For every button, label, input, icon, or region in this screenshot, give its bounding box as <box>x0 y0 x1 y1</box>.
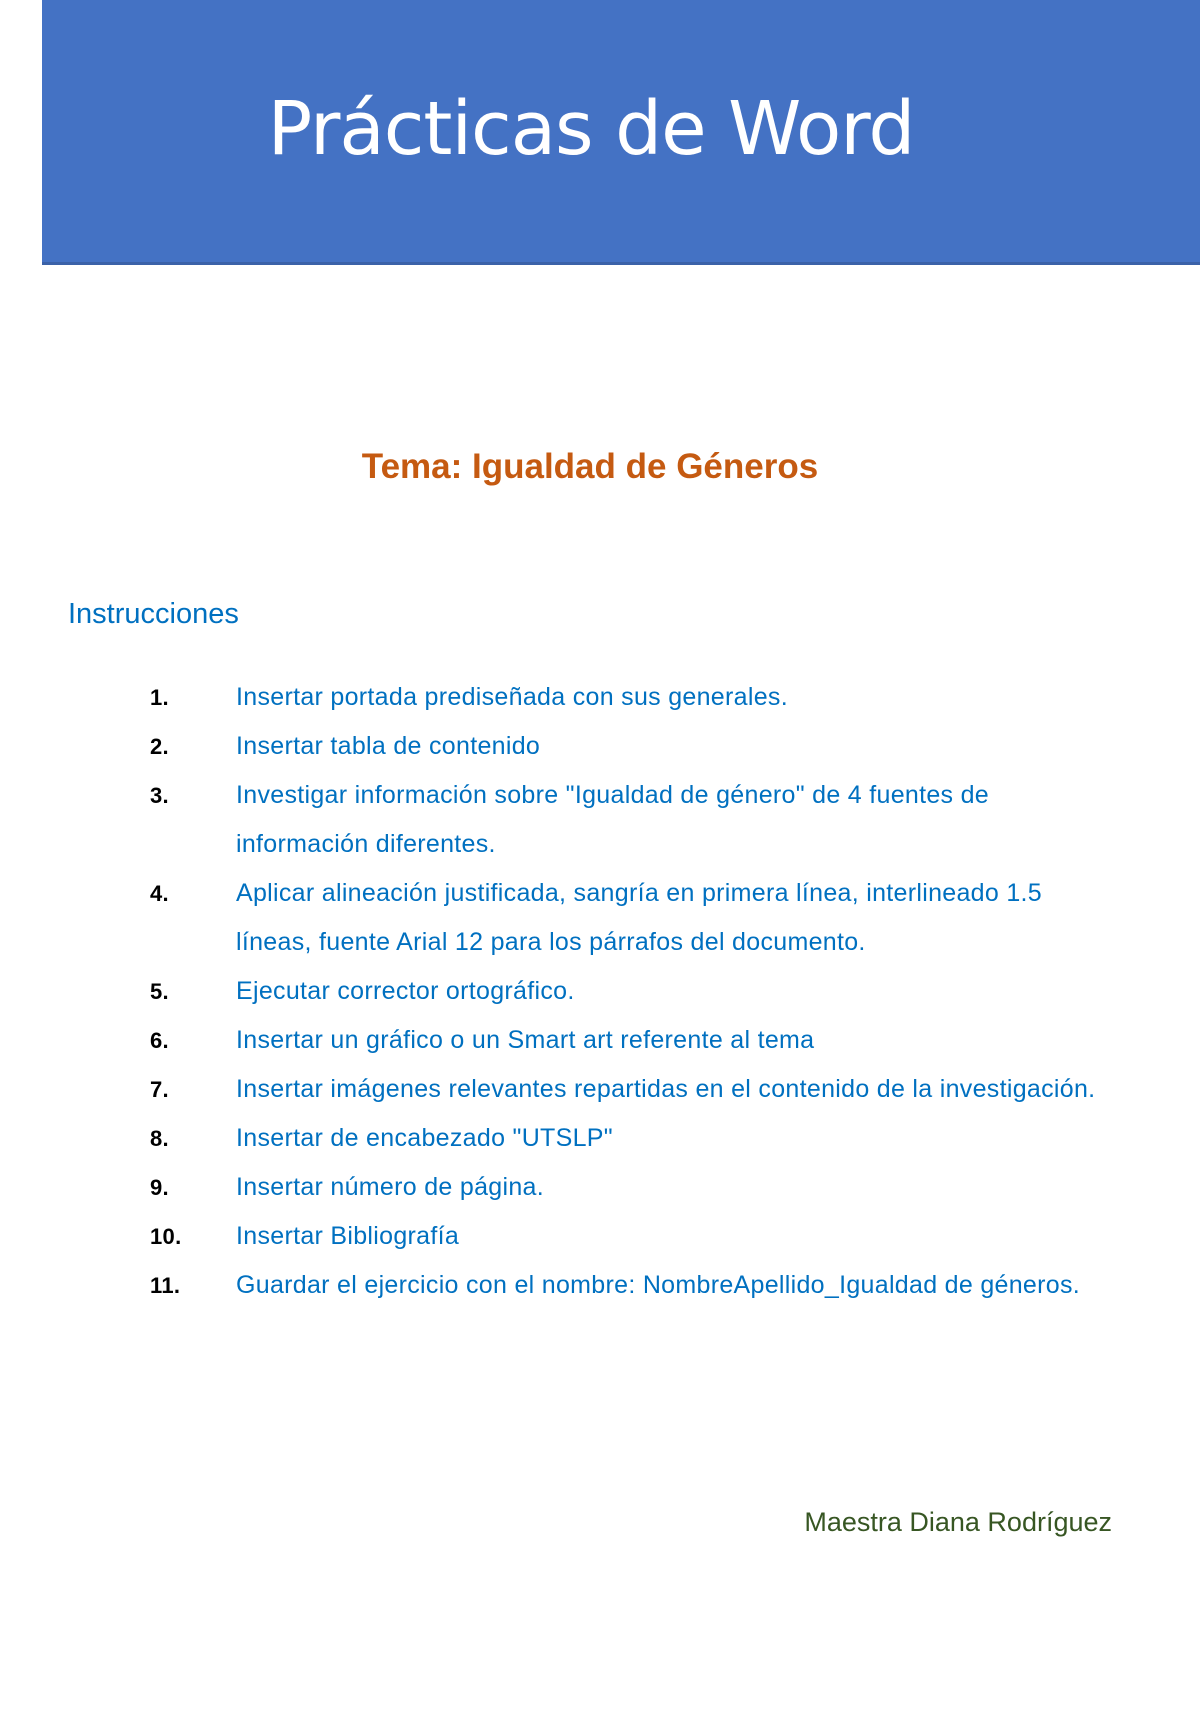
list-item <box>0 1261 1116 1310</box>
list-item-number: 8. <box>150 1126 169 1151</box>
list-item-number: 3. <box>150 783 169 808</box>
list-item-number: 5. <box>150 979 169 1004</box>
list-item <box>0 722 1116 771</box>
document-title: Prácticas de Word <box>267 86 915 172</box>
list-item-text: Insertar tabla de contenido <box>236 732 541 760</box>
topic-heading: Tema: Igualdad de Géneros <box>361 447 819 486</box>
list-item-text: Insertar un gráfico o un Smart art referente al tema <box>236 1026 815 1054</box>
title-banner <box>42 0 1200 265</box>
list-item-text: Insertar Bibliografía <box>236 1222 460 1250</box>
teacher-signature: Maestra Diana Rodríguez <box>804 1507 1112 1537</box>
list-item <box>0 1114 1116 1163</box>
list-item-text: Insertar número de página. <box>236 1173 544 1201</box>
list-item-text: Aplicar alineación justificada, sangría en primera línea, interlineado 1.5 líneas, fuente Arial 12 para los párrafos del documento. <box>236 879 1042 956</box>
list-item-text: Guardar el ejercicio con el nombre: NombreApellido_Igualdad de géneros. <box>236 1271 1081 1299</box>
list-item-text: Insertar portada prediseñada con sus generales. <box>236 683 788 711</box>
list-item <box>0 1065 1116 1114</box>
list-item <box>0 1016 1116 1065</box>
list-item-text: Ejecutar corrector ortográfico. <box>236 977 575 1005</box>
list-item <box>0 771 1116 869</box>
list-item-text: Investigar información sobre "Igualdad de género" de 4 fuentes de información diferentes. <box>236 781 990 858</box>
list-item <box>0 869 1116 967</box>
list-item <box>0 1212 1116 1261</box>
list-item-text: Insertar de encabezado "UTSLP" <box>236 1124 613 1152</box>
list-item <box>0 967 1116 1016</box>
instructions-list <box>0 673 1200 1310</box>
list-item <box>0 1163 1116 1212</box>
list-item-number: 6. <box>150 1028 169 1053</box>
list-item-number: 2. <box>150 734 169 759</box>
list-item-text: Insertar imágenes relevantes repartidas en el contenido de la investigación. <box>236 1075 1096 1103</box>
list-item-number: 11. <box>150 1273 181 1298</box>
list-item-number: 9. <box>150 1175 169 1200</box>
list-item <box>0 673 1116 722</box>
instructions-heading: Instrucciones <box>68 598 239 630</box>
list-item-number: 4. <box>150 881 169 906</box>
list-item-number: 1. <box>150 685 169 710</box>
list-item-number: 7. <box>150 1077 169 1102</box>
list-item-number: 10. <box>150 1224 182 1249</box>
